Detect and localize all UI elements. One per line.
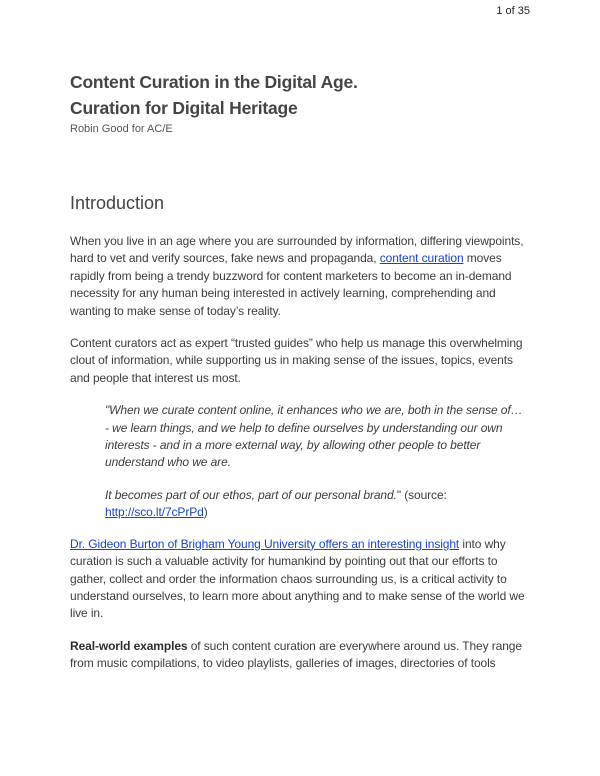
page-number: 1 of 35 [496,5,530,17]
paragraph-intro [70,233,532,320]
document-body [70,69,532,673]
block-quote [105,402,532,521]
content-curation-link[interactable]: content curation [379,251,464,266]
quote-source-suffix: ) [203,505,208,520]
quote-line-2: - we learn things, and we help to define ourselves by understanding our own interests - and in a more external way, by allowing other people to better understand who we are. [105,420,503,470]
paragraph-examples [70,638,532,673]
quote-source-link[interactable]: http://sco.lt/7cPrPd [105,505,204,520]
paragraph-intro-text-b: moves rapidly from being a trendy buzzword for content marketers to become an in-demand necessity for any human being interested in actively learning, comprehending and wanting to make sense of today’s reality. [70,251,512,318]
burton-insight-link[interactable]: Dr. Gideon Burton of Brigham Young University offers an interesting insight [70,536,460,551]
paragraph-intro-text-a: When you live in an age where you are surrounded by information, differing viewpoints, hard to vet and verify sources, fake news and propaganda, [70,234,524,266]
paragraph-curators: Content curators act as expert “trusted guides” who help us manage this overwhelming clout of information, while supporting us in making sense of the issues, topics, events and people that interest us most. [70,336,523,385]
quote-paragraph-2 [105,487,532,522]
quote-source-prefix: " (source: [396,487,447,502]
author-byline: Robin Good for AC/E [70,123,173,135]
paragraph-burton-text: into why curation is such a valuable activity for humankind by pointing out that our efforts to gather, collect and order the information chaos surrounding us, is a critical activity to understand ourselves, to learn more about anything and to make sense of the world we live in. [70,536,525,621]
title-line-1: Content Curation in the Digital Age. [70,72,358,92]
quote-italic-text: It becomes part of our ethos, part of our personal brand. [105,487,397,502]
quote-line-1: "When we curate content online, it enhances who we are, both in the sense of… [105,403,523,418]
section-heading: Introduction [70,193,165,213]
title-line-2: Curation for Digital Heritage [70,98,298,118]
document-title [70,69,532,121]
examples-bold-label: Real-world examples [70,638,188,653]
quote-paragraph-1 [105,402,532,472]
paragraph-examples-text: of such content curation are everywhere around us. They range from music compilations, to video playlists, galleries of images, directories of tools [70,638,522,671]
paragraph-burton [70,536,532,623]
